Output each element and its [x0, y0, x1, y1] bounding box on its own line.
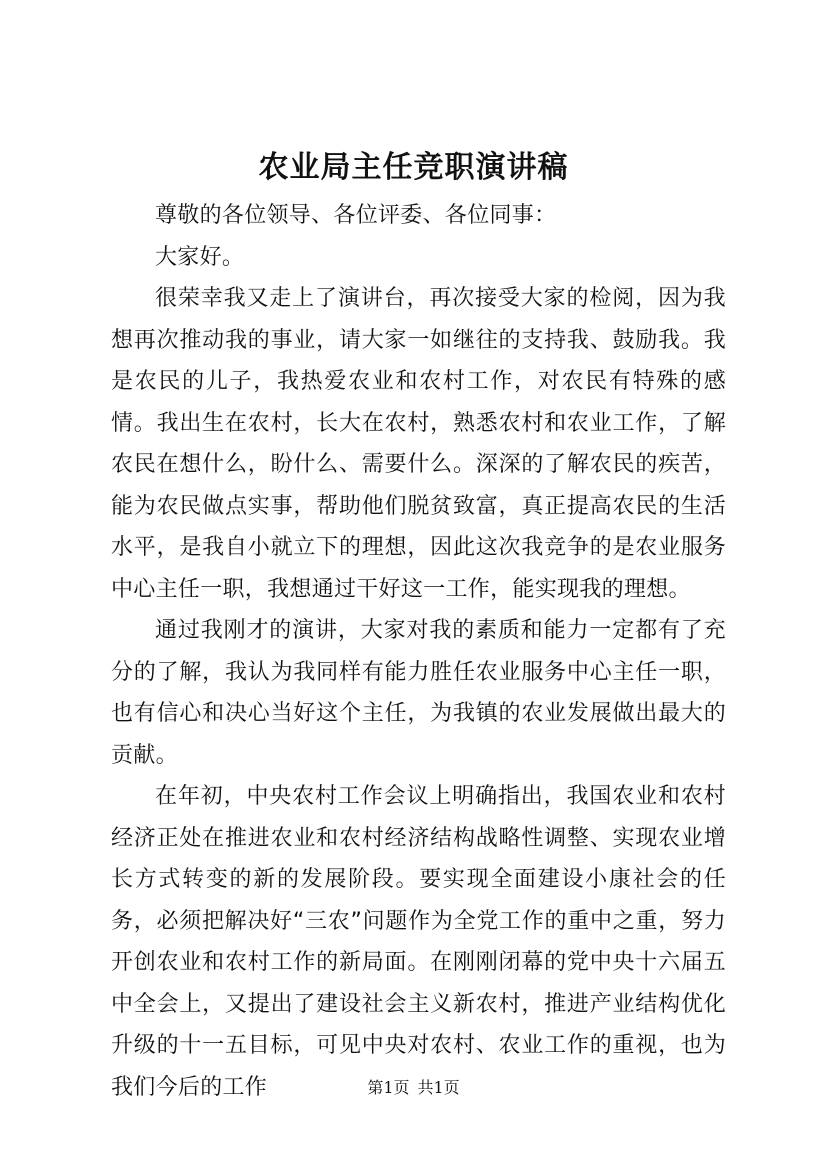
- page-footer: [0, 1078, 827, 1098]
- document-title: 农业局主任竞职演讲稿: [258, 150, 569, 185]
- page-number-total: 共1页: [417, 1078, 460, 1097]
- body-paragraph: 通过我刚才的演讲，大家对我的素质和能力一定都有了充分的了解，我认为我同样有能力胜任农业服务中心主任一职，也有信心和决心当好这个主任，为我镇的农业发展做出最大的贡献。: [111, 618, 726, 768]
- body-paragraph: 很荣幸我又走上了演讲台，再次接受大家的检阅，因为我想再次推动我的事业，请大家一如继往的支持我、鼓励我。我是农民的儿子，我热爱农业和农村工作，对农民有特殊的感情。我出生在农村，长大在农村，熟悉农村和农业工作，了解农民在想什么，盼什么、需要什么。深深的了解农民的疾苦，能为农民做点实事，帮助他们脱贫致富，真正提高农民的生活水平，是我自小就立下的理想，因此这次我竞争的是农业服务中心主任一职，我想通过干好这一工作，能实现我的理想。: [111, 286, 726, 602]
- body-paragraph: 在年初，中央农村工作会议上明确指出，我国农业和农村经济正处在推进农业和农村经济结构战略性调整、实现农业增长方式转变的新的发展阶段。要实现全面建设小康社会的任务，必须把解决好“三农”问题作为全党工作的重中之重，努力开创农业和农村工作的新局面。在刚刚闭幕的党中央十六届五中全会上，又提出了建设社会主义新农村，推进产业结构优化升级的十一五目标，可见中央对农村、农业工作的重视，也为我们今后的工作: [111, 784, 726, 1100]
- document-body: [111, 195, 726, 1108]
- salutation-paragraph: 尊敬的各位领导、各位评委、各位同事：: [155, 203, 557, 228]
- greeting-paragraph: 大家好。: [155, 244, 245, 270]
- page-number-current: 第1页: [367, 1078, 410, 1097]
